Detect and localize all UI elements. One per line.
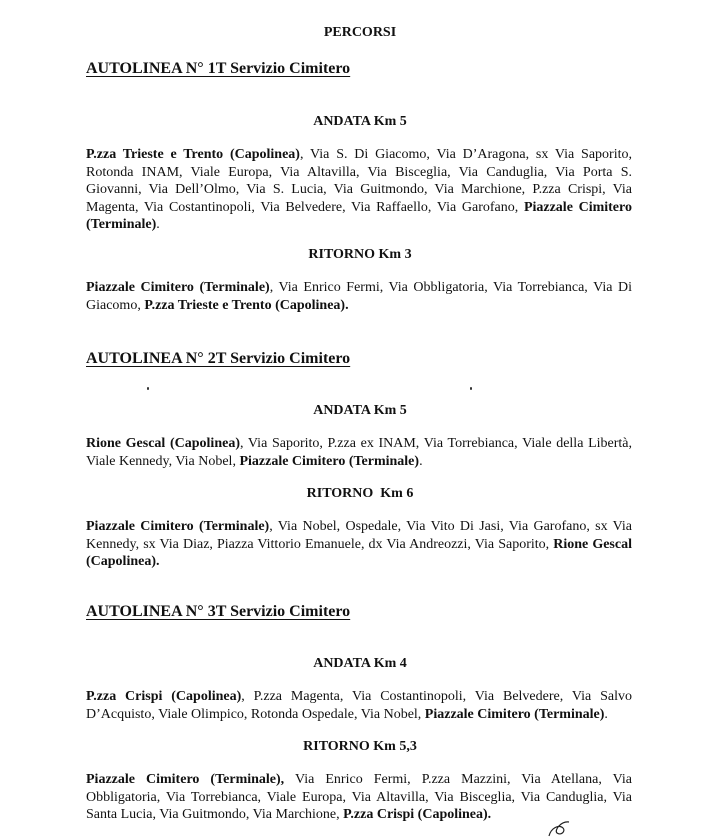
route-end: Rione Gescal (Capolinea). — [86, 536, 632, 569]
line-3t-andata-label: ANDATA Km 4 — [313, 656, 407, 671]
line-2t-andata-route — [86, 435, 632, 470]
route-start: Rione Gescal (Capolinea) — [86, 436, 240, 451]
route-start: Piazzale Cimitero (Terminale), — [86, 772, 285, 787]
route-stops: , Via Enrico Fermi, Via Obbligatoria, Via Torrebianca, Via Di Giacomo, — [86, 280, 633, 313]
route-end: Piazzale Cimitero (Terminale) — [86, 199, 632, 232]
route-start: P.zza Crispi (Capolinea) — [86, 689, 242, 704]
line-1t-heading: AUTOLINEA N° 1T Servizio Cimitero — [86, 60, 351, 77]
page-title: PERCORSI — [323, 25, 397, 40]
line-1t-andata-label: ANDATA Km 5 — [313, 114, 407, 129]
scan-speck — [470, 387, 472, 390]
route-end: Piazzale Cimitero (Terminale) — [239, 453, 420, 469]
line-2t-heading: AUTOLINEA N° 2T Servizio Cimitero — [86, 350, 351, 367]
route-stops: Via Enrico Fermi, P.zza Mazzini, Via Atellana, Via Obbligatoria, Via Torrebianca, Viale Europa, Via Altavilla, Via Bisceglia, Via Canduglia, Via Santa Lucia, Via Guitmondo, Via Marchione, — [86, 772, 633, 822]
line-2t-andata-label: ANDATA Km 5 — [313, 403, 407, 418]
scan-speck — [147, 387, 149, 390]
route-start: Piazzale Cimitero (Terminale) — [86, 280, 270, 295]
route-stops: , Via S. Di Giacomo, Via D’Aragona, sx Via Saporito, Rotonda INAM, Viale Europa, Via Altavilla, Via Bisceglia, Via Canduglia, Via Porta S. Giovanni, Via Dell’Olmo, Via S. Lucia, Via Guitmondo, Via Marchione, P.zza Crispi, Via Magenta, Via Costantinopoli, Via Belvedere, Via Raffaello, Via Garofano, — [86, 147, 632, 215]
route-stops: , Via Saporito, P.zza ex INAM, Via Torrebianca, Viale della Libertà, Viale Kennedy, Via Nobel, — [86, 436, 632, 469]
route-stops: , P.zza Magenta, Via Costantinopoli, Via Belvedere, Via Salvo D’Acquisto, Viale Olimpico, Rotonda Ospedale, Via Nobel, — [86, 689, 632, 722]
route-end: Piazzale Cimitero (Terminale) — [424, 706, 605, 722]
line-3t-andata-route — [86, 688, 632, 723]
route-tail: . — [419, 453, 423, 469]
route-stops: , Via Nobel, Ospedale, Via Vito Di Jasi, Via Garofano, sx Via Kennedy, sx Via Diaz, Piazza Vittorio Emanuele, dx Via Andreozzi, Via Saporito, — [86, 519, 633, 552]
ritorno-label-text: RITORNO Km 6 — [306, 486, 414, 501]
route-end: P.zza Crispi (Capolinea). — [343, 807, 492, 822]
line-3t-ritorno-route — [86, 771, 632, 824]
route-end: P.zza Trieste e Trento (Capolinea). — [144, 297, 349, 313]
line-3t-ritorno-label: RITORNO Km 5,3 — [303, 739, 417, 754]
route-tail: . — [604, 706, 608, 722]
line-1t-andata-route — [86, 146, 632, 234]
line-2t-ritorno-route — [86, 518, 632, 571]
route-start: P.zza Trieste e Trento (Capolinea) — [86, 147, 300, 162]
handwritten-mark — [545, 818, 575, 838]
route-tail: . — [156, 217, 160, 232]
line-3t-heading: AUTOLINEA N° 3T Servizio Cimitero — [86, 603, 351, 620]
line-1t-ritorno-label: RITORNO Km 3 — [308, 247, 412, 262]
route-start: Piazzale Cimitero (Terminale) — [86, 519, 270, 534]
line-2t-ritorno-label — [0, 486, 720, 502]
line-1t-ritorno-route — [86, 279, 632, 314]
